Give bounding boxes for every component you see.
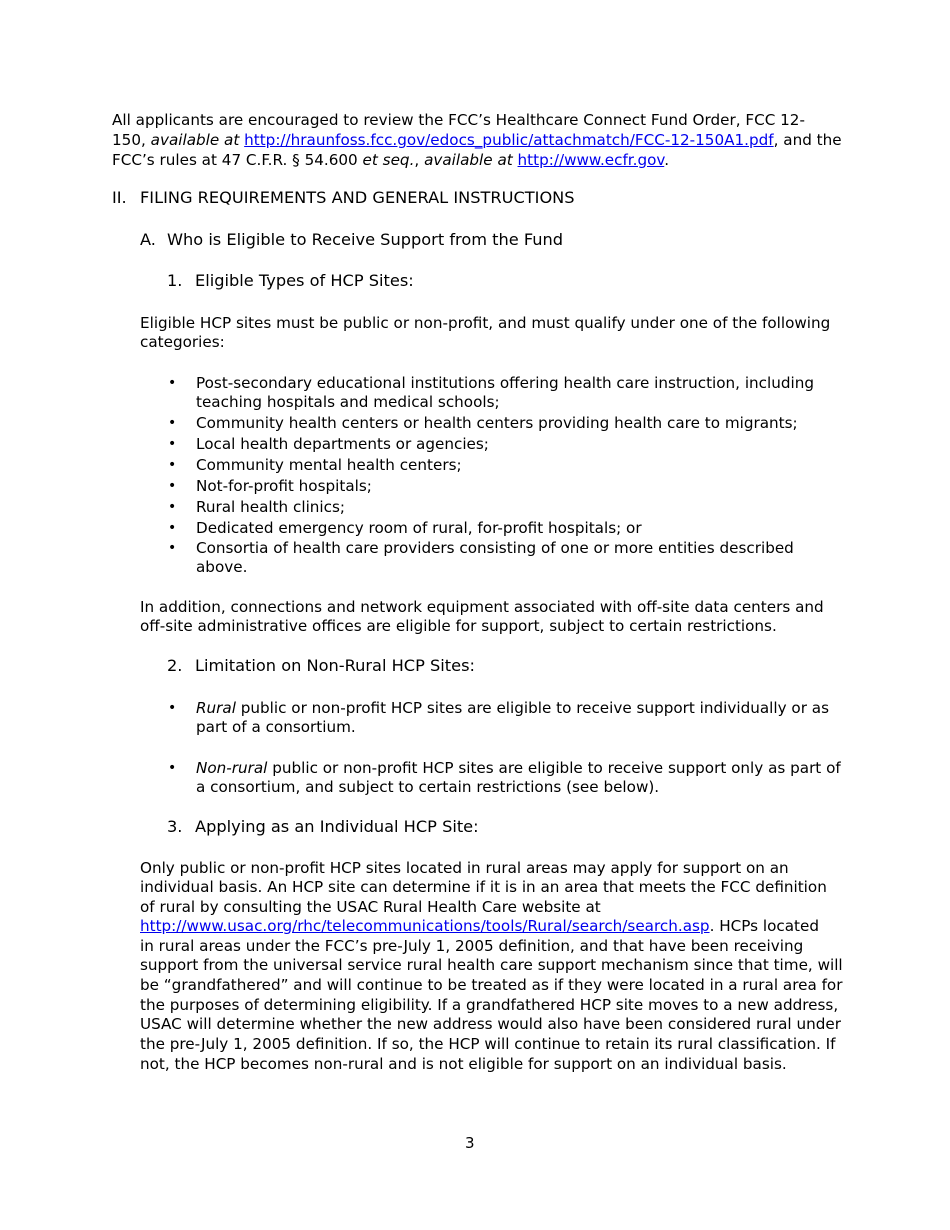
item-3-para-line: support from the universal service rural health care support mechanism since that time, will [140, 956, 843, 974]
list-item-continuation: above. [196, 558, 248, 576]
bullet-icon: • [168, 457, 177, 473]
intro-line-1: All applicants are encouraged to review the FCC’s Healthcare Connect Fund Order, FCC 12- [112, 111, 805, 129]
item-3-para-line: of rural by consulting the USAC Rural Health Care website at [140, 898, 601, 916]
subsection-letter: A. [140, 230, 156, 249]
intro-line-2 [112, 131, 842, 151]
intro-line-2-suffix: , and the [773, 131, 842, 149]
bullet-icon: • [168, 499, 177, 515]
section-title: FILING REQUIREMENTS AND GENERAL INSTRUCTIONS [140, 188, 575, 207]
bullet-icon: • [168, 415, 177, 431]
item-3-para-line: be “grandfathered” and will continue to be treated as if they were located in a rural area for [140, 976, 843, 994]
item-1-number: 1. [167, 271, 183, 290]
item-3-para-line: USAC will determine whether the new address would also have been considered rural under [140, 1015, 841, 1033]
intro-line-3-comma: , [414, 151, 425, 169]
item-3-para-line [140, 917, 819, 937]
ecfr-link[interactable]: http://www.ecfr.gov [517, 151, 665, 169]
usac-rural-search-link[interactable]: http://www.usac.org/rhc/telecommunications/tools/Rural/search/search.asp [140, 917, 710, 935]
bullet-icon: • [168, 700, 177, 716]
bullet-icon: • [168, 520, 177, 536]
list-item-continuation: part of a consortium. [196, 718, 356, 736]
list-item: Community health centers or health centers providing health care to migrants; [196, 414, 798, 432]
rural-emphasis: Rural [196, 699, 236, 717]
item-3-title: Applying as an Individual HCP Site: [195, 817, 479, 836]
item-1-addition-line: In addition, connections and network equipment associated with off-site data centers and [140, 598, 824, 616]
intro-line-3-prefix: FCC’s rules at 47 C.F.R. § 54.600 [112, 151, 363, 169]
list-item: Rural health clinics; [196, 498, 346, 516]
item-2-title: Limitation on Non-Rural HCP Sites: [195, 656, 475, 675]
item-3-para-line: the pre-July 1, 2005 definition. If so, the HCP will continue to retain its rural classification. If [140, 1035, 836, 1053]
item-3-para-line: Only public or non-profit HCP sites located in rural areas may apply for support on an [140, 859, 789, 877]
list-item [196, 759, 841, 779]
intro-line-2-prefix: 150, [112, 131, 151, 149]
section-number: II. [112, 188, 127, 207]
non-rural-emphasis: Non-rural [196, 759, 268, 777]
page-number: 3 [465, 1134, 475, 1152]
list-item: Not-for-profit hospitals; [196, 477, 372, 495]
intro-et-seq: et seq. [362, 151, 415, 169]
intro-available-at: available at [150, 131, 240, 149]
list-item-continuation: teaching hospitals and medical schools; [196, 393, 500, 411]
intro-line-3-suffix: . [664, 151, 670, 169]
list-item [196, 699, 829, 719]
list-item: Dedicated emergency room of rural, for-profit hospitals; or [196, 519, 642, 537]
intro-line-3 [112, 151, 669, 171]
item-1-intro-line: categories: [140, 333, 225, 351]
bullet-icon: • [168, 375, 177, 391]
item-3-para-line: in rural areas under the FCC’s pre-July 1, 2005 definition, and that have been receiving [140, 937, 804, 955]
subsection-title: Who is Eligible to Receive Support from the Fund [167, 230, 564, 249]
item-3-link-suffix: . HCPs located [709, 917, 819, 935]
rural-text: public or non-profit HCP sites are eligible to receive support individually or as [235, 699, 829, 717]
bullet-icon: • [168, 478, 177, 494]
fcc-order-link[interactable]: http://hraunfoss.fcc.gov/edocs_public/attachmatch/FCC-12-150A1.pdf [244, 131, 774, 149]
item-3-para-line: the purposes of determining eligibility. If a grandfathered HCP site moves to a new address, [140, 996, 839, 1014]
intro-available-at-2: available at [424, 151, 513, 169]
bullet-icon: • [168, 760, 177, 776]
non-rural-text: public or non-profit HCP sites are eligible to receive support only as part of [267, 759, 841, 777]
list-item: Post-secondary educational institutions offering health care instruction, including [196, 374, 814, 392]
list-item: Community mental health centers; [196, 456, 462, 474]
list-item-continuation: a consortium, and subject to certain restrictions (see below). [196, 778, 660, 796]
list-item: Local health departments or agencies; [196, 435, 489, 453]
bullet-icon: • [168, 540, 177, 556]
bullet-icon: • [168, 436, 177, 452]
item-2-number: 2. [167, 656, 183, 675]
item-3-number: 3. [167, 817, 183, 836]
item-1-intro-line: Eligible HCP sites must be public or non-profit, and must qualify under one of the following [140, 314, 831, 332]
item-3-para-line: not, the HCP becomes non-rural and is not eligible for support on an individual basis. [140, 1055, 787, 1073]
item-1-title: Eligible Types of HCP Sites: [195, 271, 414, 290]
item-1-addition-line: off-site administrative offices are eligible for support, subject to certain restrictions. [140, 617, 777, 635]
item-3-para-line: individual basis. An HCP site can determine if it is in an area that meets the FCC definition [140, 878, 827, 896]
list-item: Consortia of health care providers consisting of one or more entities described [196, 539, 794, 557]
